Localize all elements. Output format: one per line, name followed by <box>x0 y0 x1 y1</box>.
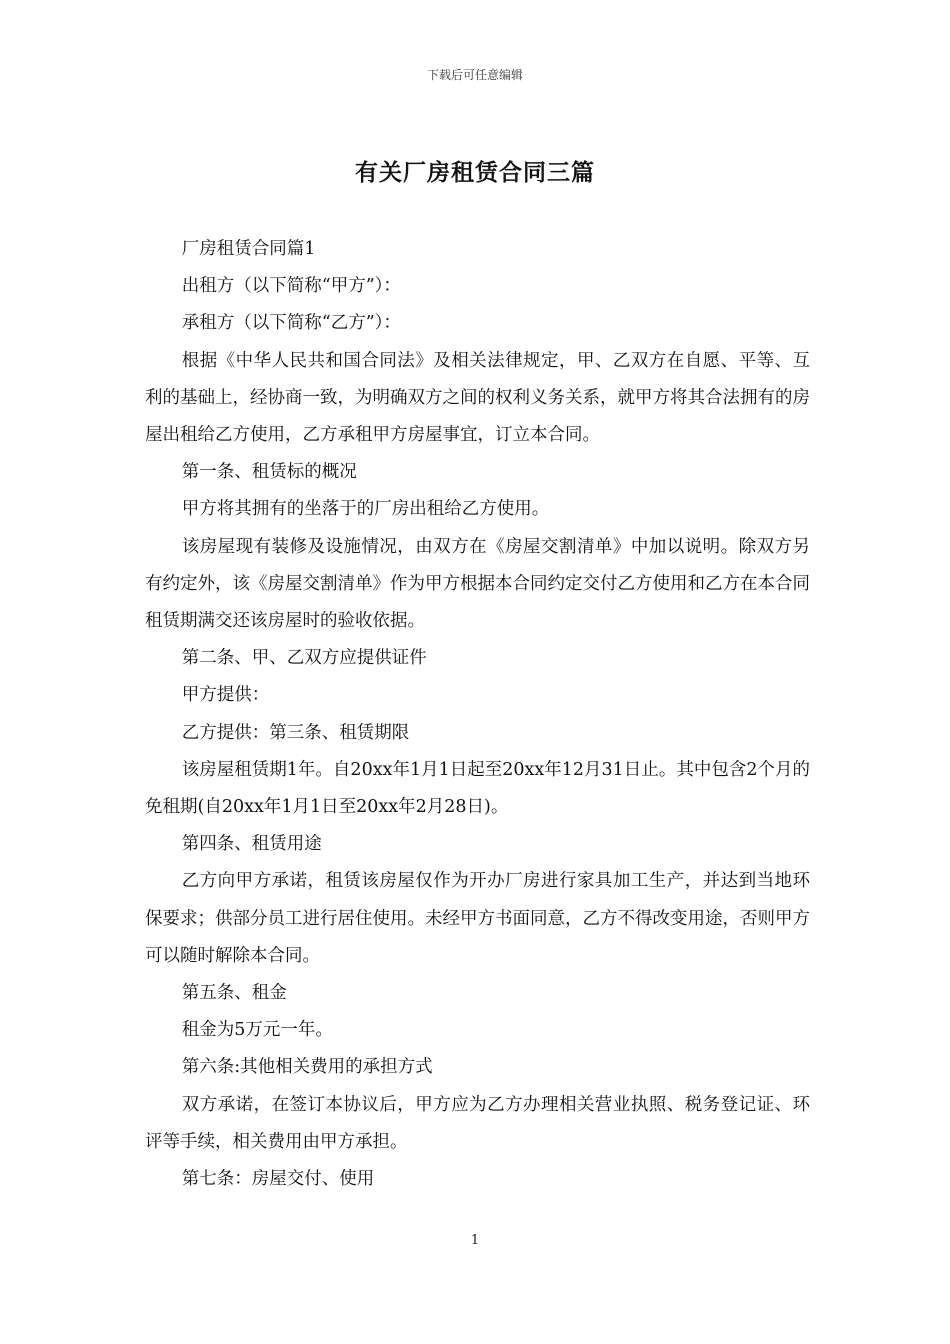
paragraph: 乙方提供：第三条、租赁期限 <box>181 722 410 743</box>
document-title: 有关厂房租赁合同三篇 <box>355 159 595 186</box>
paragraph: 承租方（以下简称“乙方”）： <box>181 313 401 334</box>
paragraph: 第七条：房屋交付、使用 <box>181 1169 375 1190</box>
document-body <box>145 231 810 1198</box>
paragraph: 第一条、租赁标的概况 <box>181 462 357 483</box>
paragraph: 双方承诺，在签订本协议后，甲方应为乙方办理相关营业执照、税务登记证、环评等手续，相关费用由甲方承担。 <box>145 1094 810 1152</box>
paragraph: 该房屋现有装修及设施情况，由双方在《房屋交割清单》中加以说明。除双方另有约定外，该《房屋交割清单》作为甲方根据本合同约定交付乙方使用和乙方在本合同租赁期满交还该房屋时的验收依据。 <box>145 536 810 632</box>
paragraph: 租金为5万元一年。 <box>181 1020 333 1041</box>
paragraph: 根据《中华人民共和国合同法》及相关法律规定，甲、乙双方在自愿、平等、互利的基础上，经协商一致，为明确双方之间的权利义务关系，就甲方将其合法拥有的房屋出租给乙方使用，乙方承租甲方房屋事宜，订立本合同。 <box>145 350 810 446</box>
paragraph: 第二条、甲、乙双方应提供证件 <box>181 648 427 669</box>
paragraph: 厂房租赁合同篇1 <box>181 239 316 259</box>
paragraph: 第四条、租赁用途 <box>181 834 322 855</box>
paragraph: 乙方向甲方承诺，租赁该房屋仅作为开办厂房进行家具加工生产，并达到当地环保要求；供部分员工进行居住使用。未经甲方书面同意，乙方不得改变用途，否则甲方可以随时解除本合同。 <box>145 871 810 966</box>
page-header: 下载后可任意编辑 <box>426 68 523 82</box>
paragraph: 第五条、租金 <box>181 983 287 1004</box>
paragraph: 甲方将其拥有的坐落于的厂房出租给乙方使用。 <box>181 499 550 520</box>
paragraph: 甲方提供： <box>181 685 270 706</box>
paragraph: 该房屋租赁期1年。自20xx年1月1日起至20xx年12月31日止。其中包含2个月的免租期(自20xx年1月1日至20xx年2月28日)。 <box>145 759 810 818</box>
page-number: 1 <box>470 1233 480 1248</box>
paragraph: 第六条:其他相关费用的承担方式 <box>181 1057 433 1078</box>
paragraph: 出租方（以下简称“甲方”）： <box>181 276 401 297</box>
